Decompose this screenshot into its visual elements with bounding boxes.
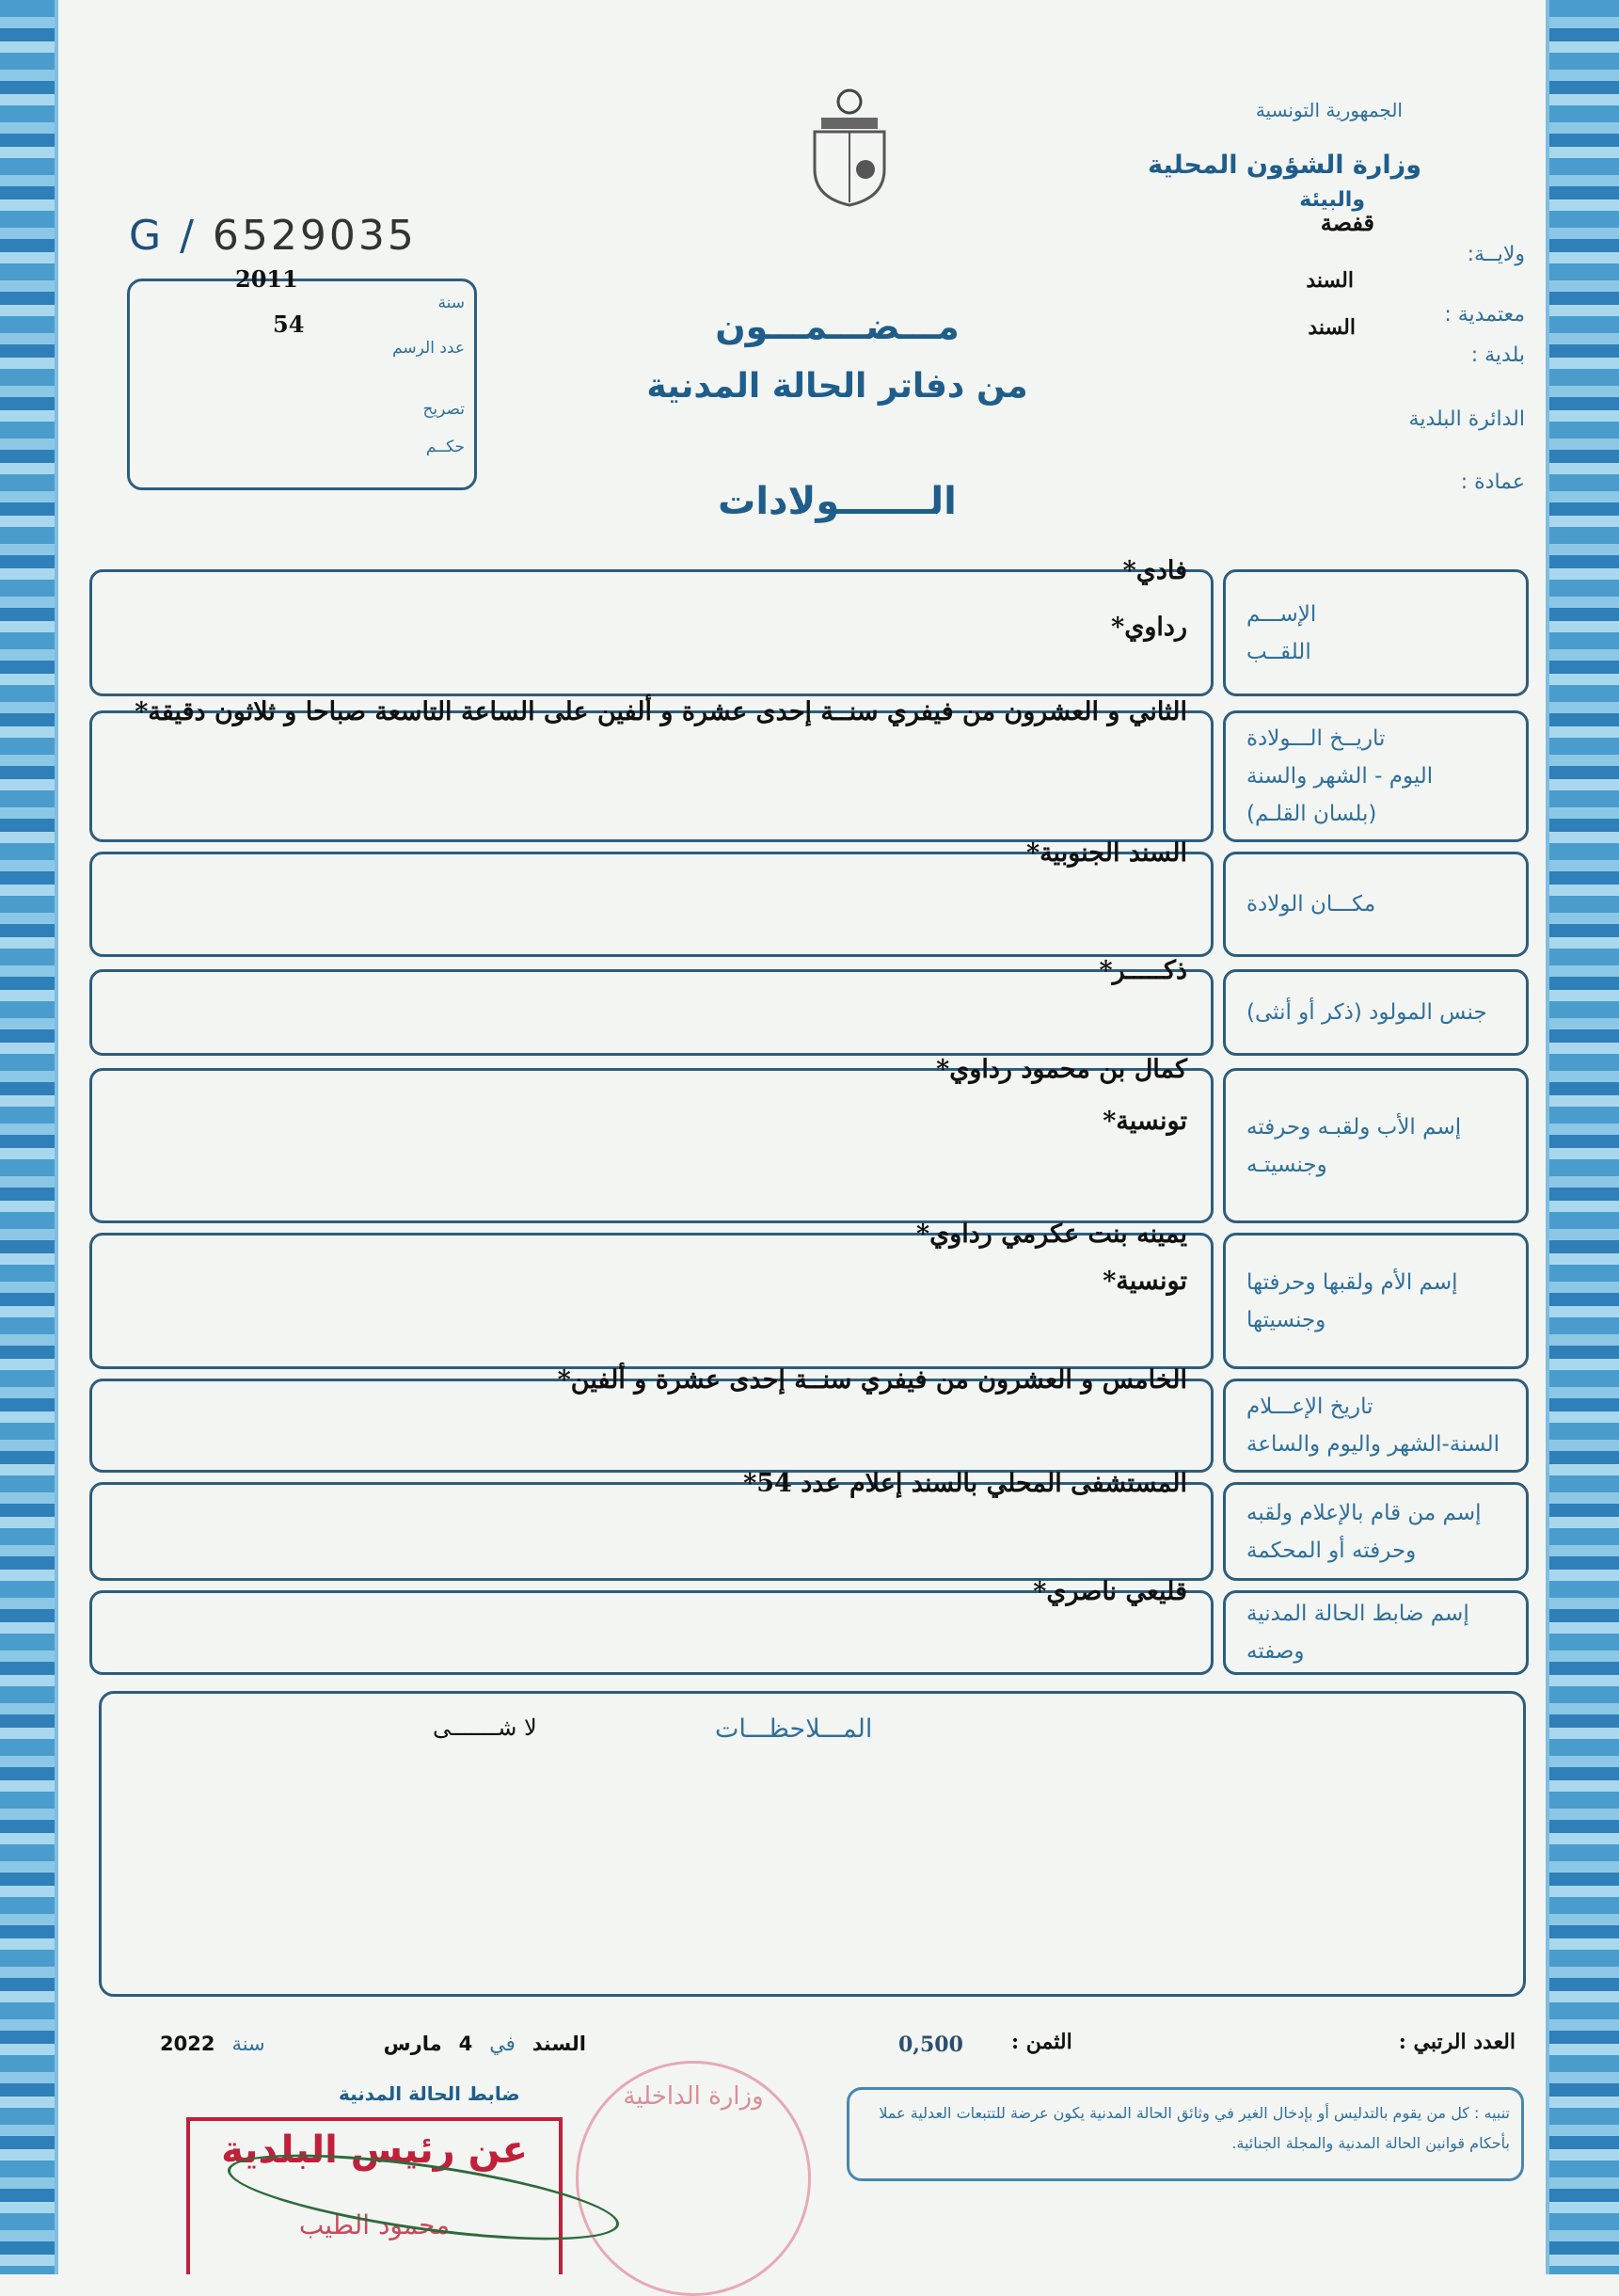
- field-value: كمال بن محمود رداوي*: [936, 1055, 1187, 1084]
- field-value: يمينه بنت عكرمي رداوي*: [915, 1220, 1187, 1249]
- on-label: في: [489, 2033, 516, 2055]
- label-box: [1223, 969, 1529, 1056]
- title-line3: الـــــــولادات: [718, 480, 957, 523]
- label-box: [1223, 569, 1529, 696]
- record-number: 54: [273, 311, 305, 338]
- field-label: إسم الأب ولقبـه وحرفته: [1246, 1114, 1462, 1140]
- issue-date: [160, 2033, 586, 2055]
- field-label: مكـــان الولادة: [1246, 892, 1376, 917]
- field-label: اللقــب: [1246, 639, 1311, 664]
- field-value: قليعي ناصري*: [1033, 1577, 1187, 1606]
- field-label: وجنسيتها: [1246, 1307, 1326, 1332]
- judgment-label: حكــم: [425, 438, 465, 456]
- price-label: الثمن :: [1011, 2030, 1072, 2054]
- field-value: المستشفى المحلي بالسند إعلام عدد 54*: [743, 1469, 1187, 1498]
- issue-day: 4: [458, 2033, 473, 2055]
- ministry-label: وزارة الشؤون المحلية: [1148, 151, 1421, 180]
- field-value: الثاني و العشرون من فيفري سنــة إحدى عشرة و ألفين على الساعة التاسعة صباحا و ثلاثون دقيقة*: [135, 697, 1187, 726]
- municipal-district-label: الدائرة البلدية: [1408, 407, 1525, 431]
- label-box: [1223, 1590, 1529, 1675]
- label-box: [1223, 710, 1529, 842]
- value-box: [89, 710, 1214, 842]
- field-label: إسم الأم ولقبها وحرفتها: [1246, 1269, 1458, 1295]
- title-line1: مـــضـــمـــون: [715, 306, 960, 347]
- decorative-border-left: [0, 0, 58, 2274]
- registry-label: العدد الرتبي :: [1398, 2030, 1516, 2054]
- serial-prefix: G /: [129, 212, 197, 260]
- field-value: السند الجنوبية*: [1025, 838, 1187, 868]
- price-value: 0,500: [898, 2033, 963, 2057]
- municipality-label: بلدية :: [1470, 343, 1525, 367]
- officer-title: ضابط الحالة المدنية: [339, 2082, 520, 2105]
- republic-label: الجمهورية التونسية: [1255, 99, 1403, 121]
- label-box: [1223, 1233, 1529, 1369]
- value-box: [89, 1068, 1214, 1223]
- field-label: إسم ضابط الحالة المدنية: [1246, 1602, 1469, 1626]
- remarks-label: المـــلاحظـــات: [715, 1714, 873, 1744]
- field-value: تونسية*: [1103, 1267, 1187, 1296]
- field-label: (بلسان القلـم): [1246, 802, 1377, 826]
- overprint: قفصة: [1320, 209, 1374, 236]
- stamp-name: محمود الطيب: [298, 2209, 451, 2240]
- issue-place: السند: [532, 2033, 586, 2055]
- field-label: السنة-الشهر واليوم والساعة: [1246, 1432, 1500, 1457]
- record-year: 2011: [235, 265, 298, 293]
- field-label: وجنسيتـه: [1246, 1152, 1327, 1177]
- label-box: [1223, 852, 1529, 957]
- delegation-value: السند: [1308, 315, 1356, 340]
- wilaya-label: ولايــة:: [1467, 243, 1525, 266]
- field-label: الإســـم: [1246, 601, 1317, 627]
- delegation-label: معتمدية :: [1444, 303, 1525, 327]
- field-label: وحرفته أو المحكمة: [1246, 1538, 1417, 1563]
- issue-year: 2022: [160, 2033, 215, 2055]
- field-value: الخامس و العشرون من فيفري سنــة إحدى عشرة و ألفين*: [557, 1365, 1187, 1395]
- year-label-footer: سنة: [231, 2033, 265, 2055]
- label-box: [1223, 1068, 1529, 1223]
- label-box: [1223, 1379, 1529, 1473]
- decorative-border-right: [1546, 0, 1619, 2274]
- field-value: تونسية*: [1103, 1107, 1187, 1136]
- label-box: [1223, 1482, 1529, 1581]
- field-value: رداوي*: [1111, 613, 1187, 642]
- imada-label: عمادة :: [1460, 470, 1525, 494]
- field-label: تاريخ الإعـــلام: [1246, 1395, 1373, 1419]
- field-value: فادي*: [1122, 556, 1187, 585]
- ministry-line2: والبيئة: [1299, 188, 1365, 212]
- title-line2: من دفاتر الحالة المدنية: [646, 367, 1028, 406]
- serial-value: 6529035: [212, 212, 417, 260]
- field-label: وصفته: [1246, 1639, 1305, 1664]
- coat-of-arms-icon: [807, 85, 892, 207]
- value-box: [89, 1233, 1214, 1369]
- ministry-seal: [576, 2061, 811, 2296]
- value-box: [89, 969, 1214, 1056]
- wilaya-value: السند: [1306, 268, 1354, 293]
- year-label: سنة: [437, 294, 465, 312]
- field-value: ذكـــــر*: [1099, 956, 1187, 985]
- issue-month: مارس: [383, 2033, 442, 2055]
- field-label: جنس المولود (ذكر أو أنثى): [1246, 1000, 1487, 1025]
- field-label: تاريــخ الـــولادة: [1246, 726, 1386, 751]
- field-label: إسم من قام بالإعلام ولقبه: [1246, 1500, 1482, 1525]
- field-label: اليوم - الشهر والسنة: [1246, 764, 1434, 789]
- seal-text: وزارة الداخلية: [623, 2082, 764, 2111]
- value-box: [89, 569, 1214, 696]
- remarks-value: لا شـــــــى: [433, 1714, 537, 1741]
- record-number-label: عدد الرسم: [392, 339, 465, 358]
- serial-number: [129, 212, 417, 260]
- declaration-label: تصريح: [422, 400, 465, 419]
- notice-text: تنبيه : كل من يقوم بالتدليس أو بإدخال الغير في وثائق الحالة المدنية يكون عرضة للتتبعات العدلية عملا بأحكام قوانين الحالة المدنية والمجلة الجنائية.: [879, 2104, 1510, 2152]
- stamp-text: عن رئيس البلدية: [221, 2129, 528, 2172]
